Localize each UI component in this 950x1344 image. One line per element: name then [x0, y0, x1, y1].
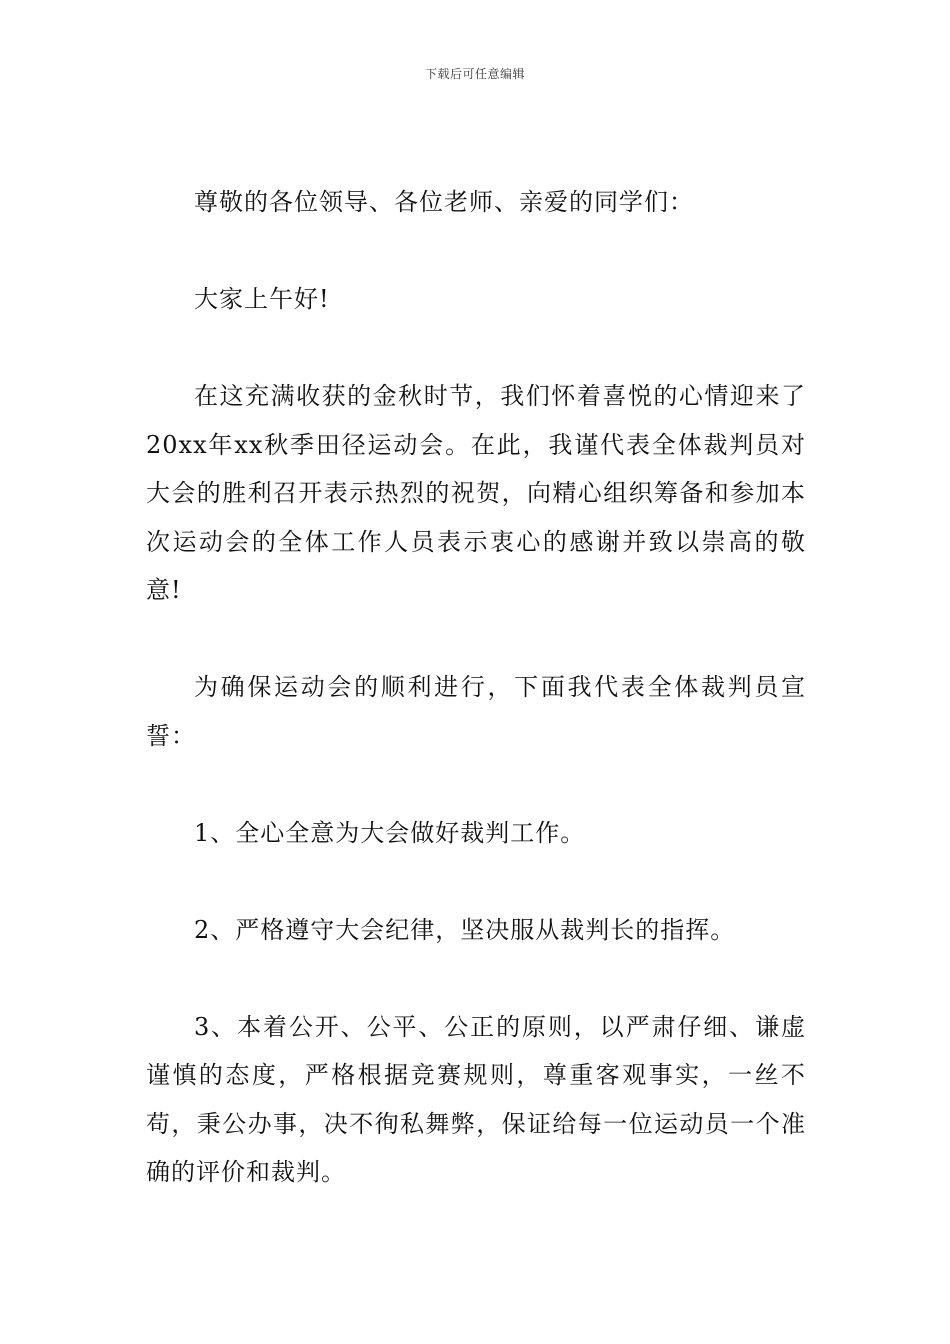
oath-item-2: 2、严格遵守大会纪律，坚决服从裁判长的指挥。 — [194, 915, 736, 944]
greeting: 大家上午好! — [194, 285, 330, 313]
oath-item-1: 1、全心全意为大会做好裁判工作。 — [194, 818, 586, 847]
oath-item-3: 3、本着公开、公平、公正的原则，以严肃仔细、谦虚谨慎的态度，严格根据竞赛规则，尊重客观事实，一丝不苟，秉公办事，决不徇私舞弊，保证给每一位运动员一个准确的评价和裁判。 — [146, 1012, 806, 1186]
salutation: 尊敬的各位领导、各位老师、亲爱的同学们： — [194, 188, 694, 216]
paragraph-oath-lead: 为确保运动会的顺利进行，下面我代表全体裁判员宣誓： — [146, 673, 806, 750]
document-body — [146, 178, 806, 1197]
header-note: 下载后可任意编辑 — [424, 67, 525, 81]
paragraph-intro: 在这充满收获的金秋时节，我们怀着喜悦的心情迎来了20xx年xx秋季田径运动会。在此，我谨代表全体裁判员对大会的胜利召开表示热烈的祝贺，向精心组织筹备和参加本次运动会的全体工作人员表示衷心的感谢并致以崇高的敬意! — [146, 382, 806, 604]
